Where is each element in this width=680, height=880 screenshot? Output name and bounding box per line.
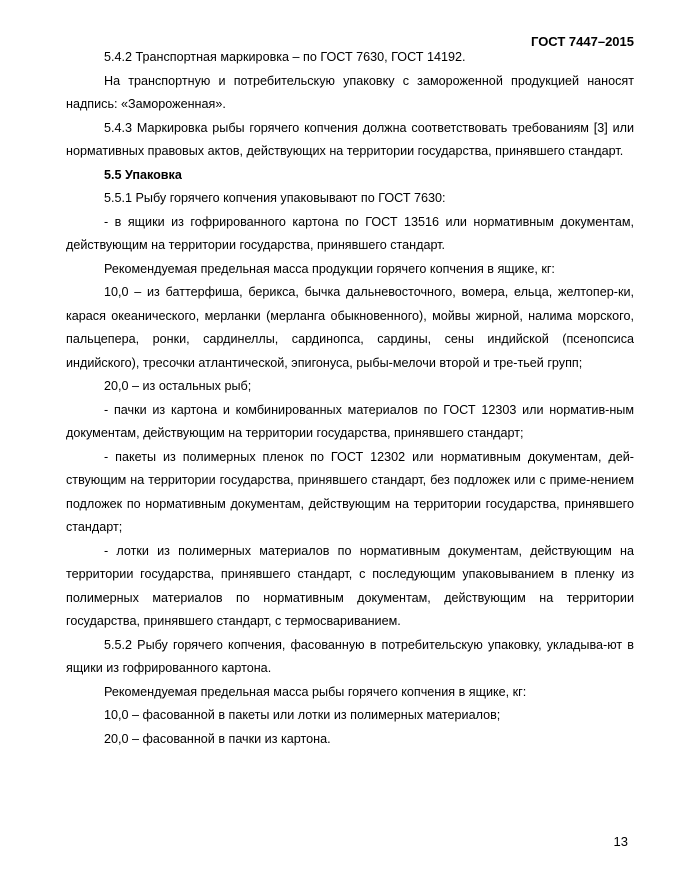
clause-5-4-3: 5.4.3 Маркировка рыбы горячего копчения должна соответствовать требованиям [3] или нормативных правовых актов, действующих на территории государства, принявшего стандарт. (66, 120, 634, 158)
clause-5-5-2: 5.5.2 Рыбу горячего копчения, фасованную в потребительскую упаковку, укладыва-ют в ящики из гофрированного картона. (66, 637, 634, 675)
clause-5-4-2: 5.4.2 Транспортная маркировка – по ГОСТ 7630, ГОСТ 14192. (104, 50, 466, 64)
document-standard-header: ГОСТ 7447–2015 (531, 34, 634, 49)
paragraph-mass-20: 20,0 – из остальных рыб; (104, 379, 252, 393)
paragraph-mass-10-packed: 10,0 – фасованной в пакеты или лотки из полимерных материалов; (104, 708, 501, 722)
clause-5-5-1: 5.5.1 Рыбу горячего копчения упаковывают по ГОСТ 7630: (104, 191, 446, 205)
document-body (66, 46, 634, 751)
paragraph-recommended-mass: Рекомендуемая предельная масса продукции горячего копчения в ящике, кг: (104, 261, 555, 276)
page-number: 13 (613, 834, 628, 849)
list-item-boxes: - в ящики из гофрированного картона по ГОСТ 13516 или нормативным документам, действующим на территории государства, принявшего стандарт. (66, 214, 634, 252)
list-item-packs: - пачки из картона и комбинированных материалов по ГОСТ 12303 или норматив-ным документам, действующим на территории государства, принявшего стандарт; (66, 402, 634, 440)
paragraph-frozen-label: На транспортную и потребительскую упаковку с замороженной продукцией наносят надпись: «Замороженная». (66, 73, 634, 111)
list-item-trays: - лотки из полимерных материалов по нормативным документам, действующим на территории государства, принявшего стандарт, с последующим упаковыванием в пленку из полимерных материалов по нормативным документам, действующим на территории государства, принявшего стандарт, с термосвариванием. (66, 543, 634, 628)
paragraph-mass-20-packed: 20,0 – фасованной в пачки из картона. (104, 731, 331, 746)
section-heading-packaging: 5.5 Упаковка (104, 167, 182, 182)
paragraph-recommended-mass-2: Рекомендуемая предельная масса рыбы горячего копчения в ящике, кг: (104, 684, 527, 699)
paragraph-mass-10: 10,0 – из баттерфиша, берикса, бычка дальневосточного, вомера, ельца, желтопер-ки, карася океанического, мерланки (мерланга обыкновенного), мойвы жирной, налима морского, пальцепера, ронки, сардинеллы, сардинопса, сардины, сены индийской (псенопсиса индийского), тресочки атлантической, эпигонуса, рыбы-мелочи второй и тре-тьей групп; (66, 285, 634, 370)
list-item-bags: - пакеты из полимерных пленок по ГОСТ 12302 или нормативным документам, дей-ствующим на территории государства, принявшего стандарт, без подложек или с приме-нением подложек по нормативным документам, действующим на территории государства, принявшего стандарт; (66, 449, 634, 534)
